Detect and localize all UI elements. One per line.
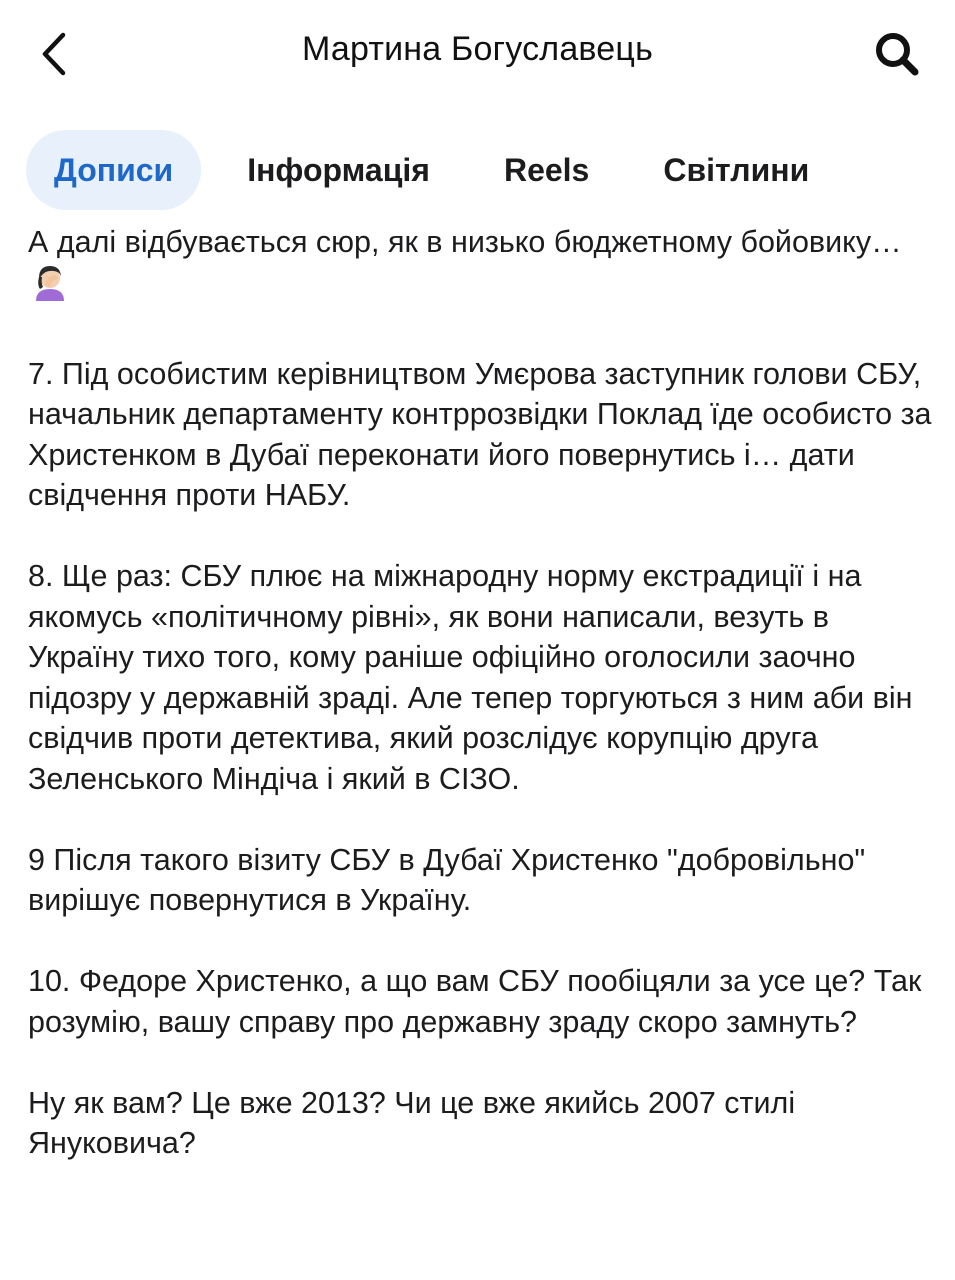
search-button[interactable] [869,26,925,82]
tab-photos[interactable]: Світлини [663,151,810,188]
page-title: Мартина Богуславець [301,30,654,68]
search-icon [873,30,921,78]
post-paragraph: 8. Ще раз: СБУ плює на міжнародну норму екстрадиції і на якомусь «політичному рівні», як вони написали, везуть в Україну тихо того, кому раніше офіційно оголосили заочно підозру у державній зраді. Але тепер торгуються з ним аби він свідчив проти детектива, який розслідує корупцію друга Зеленського Міндіча і який в СІЗО. [28,559,913,796]
facepalm-woman-icon [30,263,70,314]
top-bar [0,0,955,110]
post-paragraph: 7. Під особистим керівництвом Умєрова заступник голови СБУ, начальник департаменту контррозвідки Поклад їде особисто за Христенком в Дубаї переконати його повернутись і… дати свідчення проти НАБУ. [28,356,932,512]
post-text [28,222,933,1204]
post-paragraph: Ну як вам? Це вже 2013? Чи це вже якийсь 2007 стилі Януковича? [28,1085,796,1160]
profile-tabs [26,130,855,210]
tab-posts[interactable]: Дописи [26,130,201,210]
post-paragraph: 9 Після такого візиту СБУ в Дубаї Христенко "добровільно" вирішує повернутися в Україну. [28,842,866,917]
post-paragraph: А далі відбувається сюр, як в низько бюджетному бойовику… [28,222,933,313]
post-paragraph: 10. Федоре Христенко, а що вам СБУ пообіцяли за усе це? Так розумію, вашу справу про державну зраду скоро замнуть? [28,964,922,1039]
tab-reels[interactable]: Reels [503,151,590,188]
tab-info[interactable]: Інформація [247,151,430,188]
